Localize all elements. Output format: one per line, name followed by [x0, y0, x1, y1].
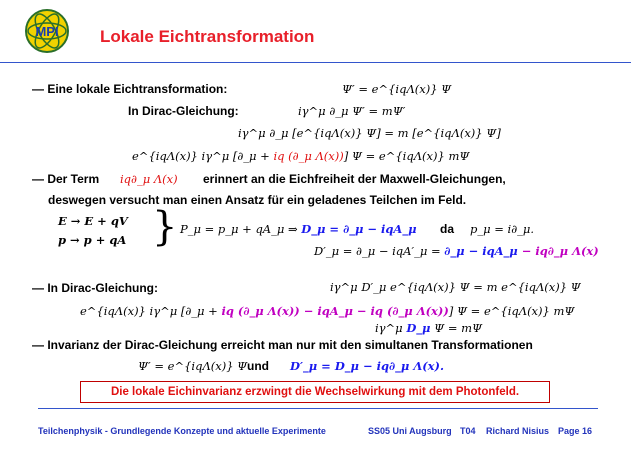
term-suffix: erinnert an die Eichfreiheit der Maxwell-Gleichungen, [203, 172, 506, 186]
bullet-term-prefix: — Der Term [32, 172, 100, 186]
ansatz-covariant: D_μ = ∂_μ − iqA_μ [301, 222, 417, 236]
ansatz-part-a: P_μ = p_μ + qA_μ ⇒ [180, 222, 302, 236]
eq-dirac-3 [132, 149, 469, 163]
long-part-c: ] Ψ = e^{iqΛ(x)} mΨ [448, 304, 575, 318]
slide-title: Lokale Eichtransformation [100, 27, 315, 46]
svg-text:MPI: MPI [35, 24, 59, 39]
bullet-invariance: — Invarianz der Dirac-Gleichung erreicht man nur mit den simultanen Transformationen [32, 338, 533, 352]
eq-dirac-3-part-c: ] Ψ = e^{iqΛ(x)} mΨ [343, 149, 470, 163]
brace-symbol: } [152, 204, 178, 250]
eq-long [80, 304, 575, 318]
footer-section: T04 [460, 426, 476, 436]
mpi-logo [24, 8, 70, 54]
eq-dirac-2: iγ^μ ∂_μ [e^{iqΛ(x)} Ψ] = m [e^{iqΛ(x)} Ψ] [238, 126, 501, 140]
eq-dirac-dprime: iγ^μ D′_μ e^{iqΛ(x)} Ψ = m e^{iqΛ(x)} Ψ [330, 280, 581, 294]
footer-page: Page 16 [558, 426, 593, 436]
title-rule [0, 62, 631, 63]
bullet-dirac: — In Dirac-Gleichung: [32, 281, 159, 295]
footer-term: SS05 Uni Augsburg [368, 426, 452, 436]
footer-course: Teilchenphysik - Grundlegende Konzepte und aktuelle Experimente [38, 426, 326, 436]
eq-psi-prime: Ψ′ = e^{iqΛ(x)} Ψ [342, 82, 452, 96]
eq-final [375, 321, 482, 335]
eq-dirac-3-extra-term: iq (∂_μ Λ(x)) [273, 149, 344, 163]
sys-energy: E → E + qV [58, 214, 128, 228]
footer-rule [38, 408, 598, 409]
dirac-label: In Dirac-Gleichung: [128, 104, 239, 118]
footer-author: Richard Nisius [486, 426, 550, 436]
eq-ansatz [180, 222, 417, 236]
bullet-local-gauge: — Eine lokale Eichtransformation: [32, 82, 228, 96]
conclusion-box: Die lokale Eichinvarianz erzwingt die Wechselwirkung mit dem Photonfeld. [80, 381, 550, 403]
ansatz-momentum: p_μ = i∂_μ. [470, 222, 535, 236]
inv-psi: Ψ′ = e^{iqΛ(x)} Ψ [138, 359, 248, 373]
inv-dprime: D′_μ = D_μ − iq∂_μ Λ(x). [290, 359, 444, 373]
ansatz-da: da [440, 222, 455, 236]
long-middle-terms: iq (∂_μ Λ(x)) − iqA_μ − iq (∂_μ Λ(x)) [221, 304, 449, 318]
eq-dprime [314, 244, 599, 258]
sys-momentum: p → p + qA [58, 233, 127, 247]
dprime-covariant: ∂_μ − iqA_μ [444, 244, 518, 258]
term-expression: iq∂_μ Λ(x) [120, 172, 178, 186]
dprime-part-a: D′_μ = ∂_μ − iqA′_μ = [314, 244, 445, 258]
inv-und: und [247, 359, 269, 373]
eq-dirac-1: iγ^μ ∂_μ Ψ′ = mΨ′ [298, 104, 406, 118]
final-part-c: Ψ = mΨ [430, 321, 483, 335]
final-covariant: D_μ [406, 321, 431, 335]
eq-dirac-3-part-a: e^{iqΛ(x)} iγ^μ [∂_μ + [132, 149, 274, 163]
dprime-gauge-term: − iq∂_μ Λ(x) [517, 244, 599, 258]
term-line-2: deswegen versucht man einen Ansatz für ein geladenes Teilchen im Feld. [48, 193, 467, 207]
final-part-a: iγ^μ [375, 321, 407, 335]
long-part-a: e^{iqΛ(x)} iγ^μ [∂_μ + [80, 304, 222, 318]
